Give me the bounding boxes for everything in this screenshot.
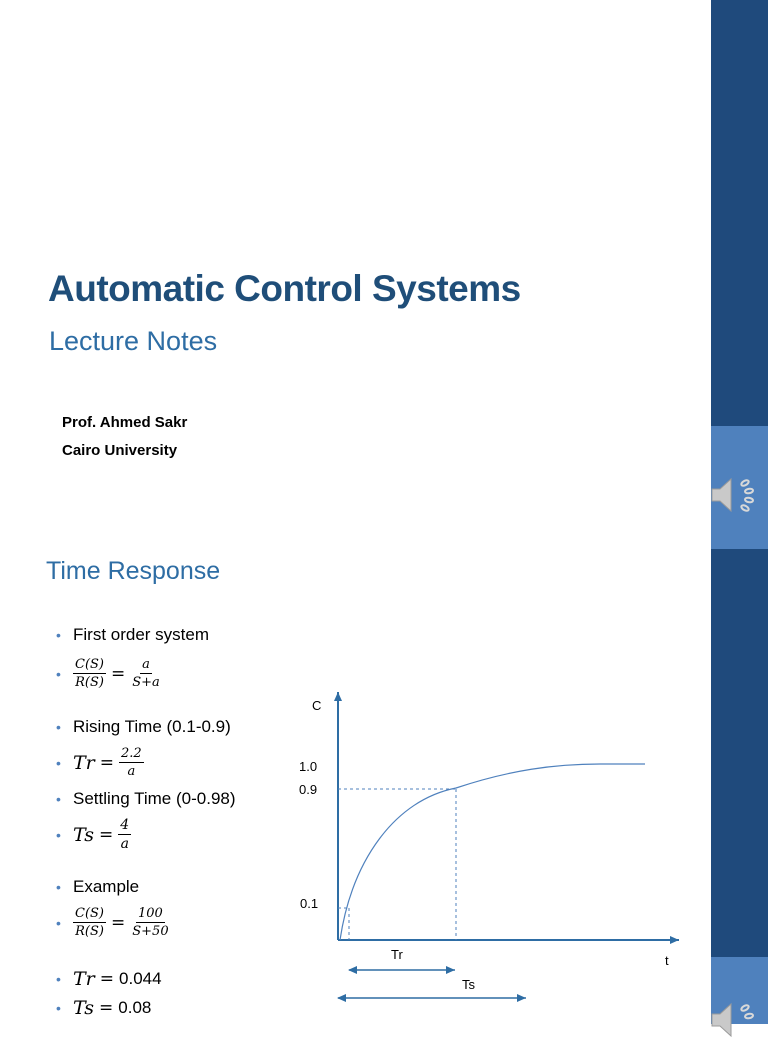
response-curve xyxy=(340,764,645,940)
bullet-icon: • xyxy=(56,791,61,807)
bullet-icon: • xyxy=(56,971,61,987)
list-item: • $\frac{C(S)}{R(S)}$ = $\frac{a}{S+a}$ xyxy=(56,657,160,690)
ts-label: Ts xyxy=(462,977,475,992)
speaker-icon[interactable] xyxy=(709,475,759,515)
list-item: • Ts = 0.08 xyxy=(56,997,152,1019)
list-item: • Tr = 0.044 xyxy=(56,968,162,990)
tr-label: Tr xyxy=(391,947,403,962)
bullet-text: Rising Time (0.1-0.9) xyxy=(73,717,231,736)
formula-fraction: $\frac{2.2}{a}$ xyxy=(121,746,142,779)
tick-label: 0.1 xyxy=(300,896,319,911)
slide-title: Automatic Control Systems xyxy=(48,268,521,309)
author-name: Prof. Ahmed Sakr xyxy=(62,414,188,431)
list-item xyxy=(56,717,231,737)
tick-label: 0.9 xyxy=(299,782,318,797)
x-axis-label: t xyxy=(665,953,669,968)
formula-fraction: $\frac{a}{S+a}$ xyxy=(132,657,160,690)
section-title: Time Response xyxy=(46,557,221,585)
bullet-icon: • xyxy=(56,627,61,643)
bullet-text: Settling Time (0-0.98) xyxy=(73,789,236,808)
bullet-icon: • xyxy=(56,914,61,931)
bullet-text: Example xyxy=(73,877,140,896)
slide-subtitle: Lecture Notes xyxy=(49,326,218,356)
list-item: • $\frac{C(S)}{R(S)}$ = $\frac{100}{S+50}$ xyxy=(56,906,169,939)
speaker-icon[interactable] xyxy=(709,1000,759,1040)
y-axis-label: C xyxy=(312,698,322,713)
bullet-icon: • xyxy=(56,879,61,895)
bullet-icon: • xyxy=(56,754,61,771)
list-item: • Ts = $\frac{4}{a}$ xyxy=(56,817,130,852)
list-item xyxy=(56,789,236,809)
bullet-text: First order system xyxy=(73,625,210,644)
formula-fraction: $\frac{C(S)}{R(S)}$ xyxy=(75,657,104,690)
formula-fraction: $\frac{C(S)}{R(S)}$ xyxy=(75,906,104,939)
list-item: • Tr = $\frac{2.2}{a}$ xyxy=(56,746,142,779)
formula-fraction: $\frac{100}{S+50}$ xyxy=(132,906,169,939)
list-item xyxy=(56,877,139,897)
bullet-icon: • xyxy=(56,1000,61,1016)
tick-label: 1.0 xyxy=(299,759,318,774)
bullet-icon: • xyxy=(56,665,61,682)
author-affiliation: Cairo University xyxy=(62,442,178,459)
list-item xyxy=(56,625,209,645)
formula-fraction: $\frac{4}{a}$ xyxy=(120,817,130,852)
bullet-icon: • xyxy=(56,719,61,735)
bullet-icon: • xyxy=(56,826,61,843)
